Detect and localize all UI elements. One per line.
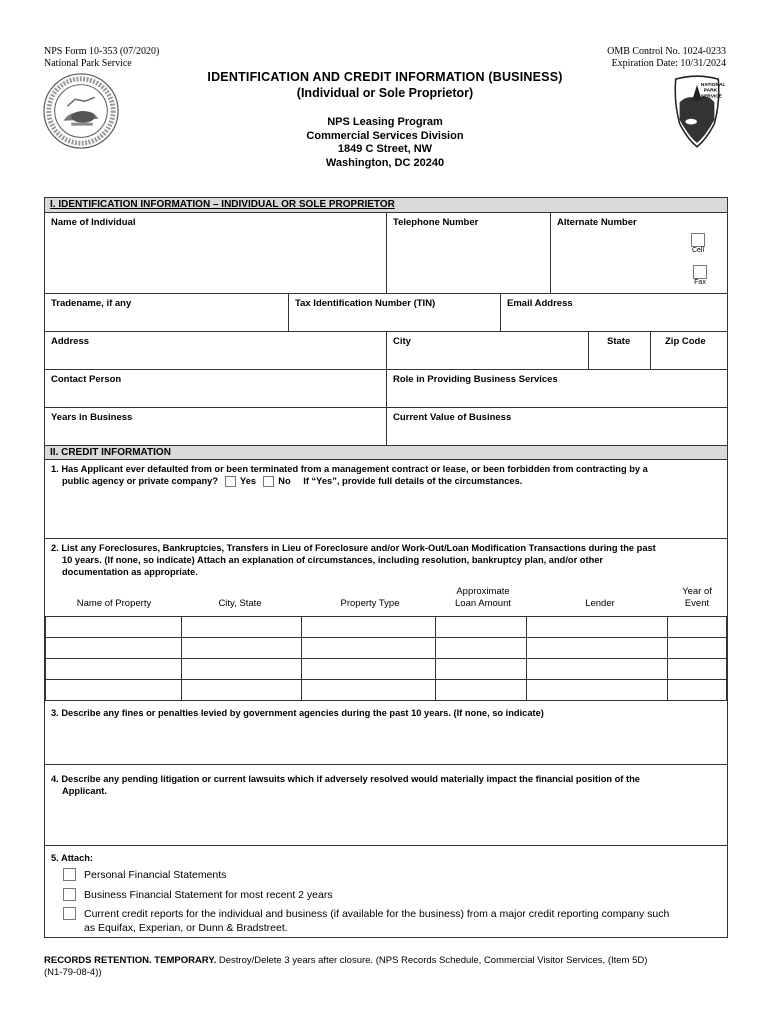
question-5 — [45, 846, 727, 937]
program-name: NPS Leasing Program — [327, 116, 443, 128]
table-cell[interactable] — [668, 638, 727, 659]
table-cell[interactable] — [181, 659, 301, 680]
footer-bold: RECORDS RETENTION. TEMPORARY. — [44, 955, 217, 966]
alternate-label: Alternate Number — [557, 217, 637, 228]
attach-credit-reports[interactable] — [63, 907, 723, 935]
q1-text — [45, 460, 727, 487]
question-4[interactable] — [45, 765, 727, 846]
q4-line-1: 4. Describe any pending litigation or current lawsuits which if adversely resolved would materially impact the financial position of the — [51, 774, 640, 784]
alternate-number-field[interactable] — [550, 213, 727, 293]
col-property-type: Property Type — [340, 598, 400, 609]
email-field[interactable] — [500, 294, 727, 331]
q1-no-label: No — [278, 476, 291, 486]
row-tradename — [45, 294, 727, 332]
zip-field[interactable] — [650, 332, 727, 369]
row-contact — [45, 370, 727, 408]
attach-business-checkbox[interactable] — [63, 888, 76, 901]
table-cell[interactable] — [668, 680, 727, 701]
table-cell[interactable] — [436, 638, 527, 659]
attach-credit-checkbox[interactable] — [63, 907, 76, 920]
q1-line-2 — [51, 475, 721, 487]
years-label: Years in Business — [51, 412, 133, 423]
years-in-business-field[interactable] — [45, 408, 386, 445]
telephone-label: Telephone Number — [393, 217, 479, 228]
nps-arrowhead-text: NATIONAL PARK SERVICE — [700, 82, 726, 100]
table-cell[interactable] — [46, 659, 182, 680]
city-label: City — [393, 336, 411, 347]
role-field[interactable] — [386, 370, 727, 407]
fax-checkbox[interactable] — [693, 265, 707, 279]
street-address: 1849 C Street, NW — [337, 143, 433, 155]
city-address: Washington, DC 20240 — [325, 156, 445, 169]
table-cell[interactable] — [301, 659, 436, 680]
name-label: Name of Individual — [51, 217, 136, 228]
form-number: NPS Form 10-353 (07/2020) — [44, 46, 160, 57]
cell-option[interactable] — [691, 233, 705, 254]
attach-credit-text — [84, 907, 723, 935]
name-field[interactable] — [45, 213, 386, 293]
col-name-of-property: Name of Property — [76, 598, 152, 609]
table-cell[interactable] — [436, 659, 527, 680]
attach-personal-checkbox[interactable] — [63, 868, 76, 881]
footer-text: Destroy/Delete 3 years after closure. (NPS Records Schedule, Commercial Visitor Services, (Item 5D) — [216, 955, 648, 966]
q3-text: 3. Describe any fines or penalties levied by government agencies during the past 10 years. (If none, so indicate) — [51, 708, 544, 718]
table-cell[interactable] — [46, 680, 182, 701]
cell-label: Cell — [691, 247, 705, 254]
title-line-2: (Individual or Sole Proprietor) — [296, 86, 474, 100]
q2-line-3: documentation as appropriate. — [62, 567, 198, 577]
title-line-1: IDENTIFICATION AND CREDIT INFORMATION (BUSINESS) — [207, 70, 563, 84]
records-retention-footer — [44, 955, 734, 979]
attach-business-label: Business Financial Statement for most recent 2 years — [84, 889, 333, 901]
form-header-left — [44, 46, 159, 70]
email-label: Email Address — [507, 298, 573, 309]
business-value-field[interactable] — [386, 408, 727, 445]
table-cell[interactable] — [301, 680, 436, 701]
q2-line-1: 2. List any Foreclosures, Bankruptcies, Transfers in Lieu of Foreclosure and/or Work-Out/Loan Modification Transactions during the past — [51, 543, 656, 553]
division-name: Commercial Services Division — [306, 129, 464, 142]
expiration-date: Expiration Date: 10/31/2024 — [611, 58, 726, 69]
footer-line-1 — [44, 955, 734, 967]
fax-option[interactable] — [693, 265, 707, 286]
agency-name: National Park Service — [44, 58, 132, 69]
table-cell[interactable] — [181, 680, 301, 701]
footer-line-2: (N1-79-08-4)) — [44, 967, 102, 978]
attach-personal-label: Personal Financial Statements — [84, 869, 227, 881]
q2-line-2: 10 years. (If none, so indicate) Attach an explanation of circumstances, including resolution, bankruptcy plan, and/or other — [62, 555, 604, 565]
q2-text — [45, 539, 727, 578]
q1-yes-checkbox[interactable] — [225, 476, 236, 487]
property-table — [45, 616, 727, 701]
question-3[interactable] — [45, 701, 727, 765]
table-cell[interactable] — [527, 617, 668, 638]
attach-credit-line-1: Current credit reports for the individual and business (if available for the business) from a major credit reporting company such — [84, 908, 670, 920]
section-2-header: II. CREDIT INFORMATION — [45, 446, 727, 460]
form-title — [0, 69, 770, 101]
tin-field[interactable] — [288, 294, 500, 331]
tradename-field[interactable] — [45, 294, 288, 331]
tradename-label: Tradename, if any — [51, 298, 132, 309]
fax-label: Fax — [694, 279, 706, 286]
city-field[interactable] — [386, 332, 588, 369]
state-field[interactable] — [588, 332, 650, 369]
q1-no-checkbox[interactable] — [263, 476, 274, 487]
form-header-right — [607, 46, 726, 70]
section-1-header: I. IDENTIFICATION INFORMATION – INDIVIDUAL OR SOLE PROPRIETOR — [45, 198, 727, 213]
question-2 — [45, 539, 727, 616]
table-cell[interactable] — [301, 638, 436, 659]
table-cell[interactable] — [436, 680, 527, 701]
table-cell[interactable] — [181, 617, 301, 638]
table-row — [46, 638, 727, 659]
address-field[interactable] — [45, 332, 386, 369]
attach-personal-financial[interactable] — [63, 868, 226, 882]
telephone-field[interactable] — [386, 213, 550, 293]
row-name-phone — [45, 213, 727, 294]
address-label: Address — [51, 336, 90, 347]
contact-person-field[interactable] — [45, 370, 386, 407]
table-row — [46, 680, 727, 701]
col-year-of-event — [657, 586, 737, 610]
table-cell[interactable] — [46, 617, 182, 638]
omb-control-number: OMB Control No. 1024-0233 — [607, 46, 726, 57]
table-cell[interactable] — [181, 638, 301, 659]
table-cell[interactable] — [527, 659, 668, 680]
table-cell[interactable] — [668, 659, 727, 680]
table-cell[interactable] — [527, 680, 668, 701]
row-address — [45, 332, 727, 370]
state-label: State — [607, 336, 631, 347]
table-cell[interactable] — [46, 638, 182, 659]
row-years — [45, 408, 727, 446]
q1-question: public agency or private company? — [62, 476, 219, 486]
col-loan-amount — [433, 586, 533, 610]
attach-business-financial[interactable] — [63, 888, 333, 902]
col-city-state: City, State — [218, 598, 262, 609]
attach-credit-line-2: as Equifax, Experian, or Dunn & Bradstreet. — [84, 922, 288, 934]
q1-yes-label: Yes — [240, 476, 257, 486]
q5-text: 5. Attach: — [51, 853, 94, 863]
q4-text — [45, 765, 727, 797]
zip-label: Zip Code — [665, 336, 706, 347]
question-1[interactable] — [45, 460, 727, 539]
form-body — [44, 197, 728, 938]
col-loan-line-2: Loan Amount — [455, 598, 511, 609]
table-row — [46, 617, 727, 638]
table-cell[interactable] — [527, 638, 668, 659]
q4-line-2: Applicant. — [62, 786, 107, 796]
col-loan-line-1: Approximate — [456, 586, 510, 597]
table-cell[interactable] — [668, 617, 727, 638]
table-cell[interactable] — [436, 617, 527, 638]
col-lender: Lender — [585, 598, 615, 609]
table-row — [46, 659, 727, 680]
contact-label: Contact Person — [51, 374, 122, 385]
role-label: Role in Providing Business Services — [393, 374, 558, 385]
table-cell[interactable] — [301, 617, 436, 638]
cell-checkbox[interactable] — [691, 233, 705, 247]
col-year-line-1: Year of — [682, 586, 712, 597]
col-year-line-2: Event — [684, 598, 710, 609]
q1-line-1: 1. Has Applicant ever defaulted from or been terminated from a management contract or lease, or been forbidden from contracting by a — [51, 464, 648, 474]
value-label: Current Value of Business — [393, 412, 512, 423]
q1-instruction: If “Yes”, provide full details of the circumstances. — [303, 476, 523, 486]
program-address — [0, 116, 770, 170]
tin-label: Tax Identification Number (TIN) — [295, 298, 436, 309]
